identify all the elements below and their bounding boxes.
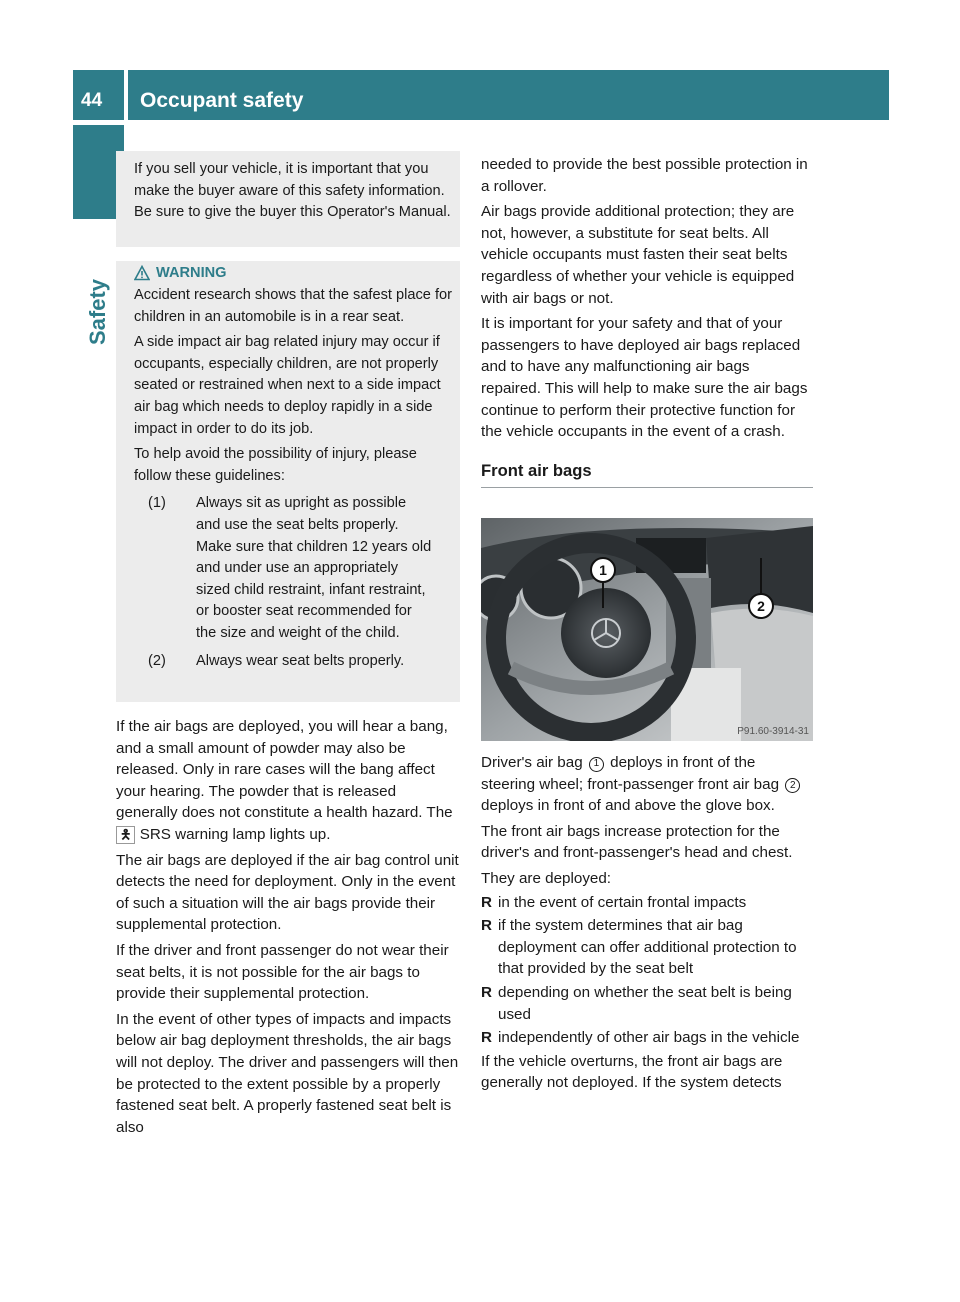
callout-1-inline: 1 <box>589 757 604 772</box>
page-number: 44 <box>81 90 103 111</box>
left-body <box>116 716 460 1138</box>
driver-text-b: deploys in front of the steering wheel; front-passenger front air bag <box>481 754 780 793</box>
deploy-conditions-list <box>481 892 813 1049</box>
page-title: Occupant safety <box>140 89 304 112</box>
deploy-paragraph <box>116 716 460 846</box>
warning-para-3: To help avoid the possibility of injury, please follow these guidelines: <box>134 446 417 484</box>
list-item-text: Always wear seat belts properly. <box>196 652 405 669</box>
list-item-text: in the event of certain frontal impacts <box>498 893 747 911</box>
list-item <box>481 915 813 980</box>
important-paragraph: It is important for your safety and that of your passengers to have deployed air bags replaced and to have any malfunctioning air bags repaired. This will help to make sure the air bags continue to perform their protective function for the vehicle occupants in the event of a crash. <box>481 315 808 441</box>
rollover-paragraph: needed to provide the best possible protection in a rollover. <box>481 156 808 195</box>
list-item <box>148 651 434 673</box>
warning-para-2: A side impact air bag related injury may occur if occupants, especially children, are not properly seated or restrained when next to a side impact air bag which needs to deploy rapidly in a side impact in order to do its job. <box>134 334 441 437</box>
other-impacts-paragraph: In the event of other types of impacts and impacts below air bag deployment thresholds, the air bags will not deploy. The driver and passengers will then be protected to the extent possible by a properly fastened seat belt. A properly fastened seat belt is also <box>116 1010 459 1136</box>
side-section-label: Safety <box>85 278 110 345</box>
seat-belt-paragraph: If the driver and front passenger do not wear their seat belts, it is not possible for the air bags to provide their supplemental protection. <box>116 941 449 1003</box>
warning-title: WARNING <box>156 265 227 281</box>
warning-box <box>116 261 460 702</box>
image-code: P91.60-3914-31 <box>737 726 809 737</box>
additional-protection-paragraph: Air bags provide additional protection; they are not, however, a substitute for seat belts. All vehicle occupants must fasten their seat belts regardless of whether your vehicle is equipped with air bags or not. <box>481 203 795 307</box>
warning-para-1: Accident research shows that the safest place for children in an automobile is in a rear seat. <box>134 287 452 325</box>
driver-text-a: Driver's air bag <box>481 754 583 771</box>
list-item-text: independently of other air bags in the vehicle <box>498 1029 800 1047</box>
list-item <box>481 982 813 1025</box>
increase-protection-paragraph: The front air bags increase protection for the driver's and front-passenger's head and chest. <box>481 822 793 862</box>
list-item-text: if the system determines that air bag deployment can offer additional protection to that provided by the seat belt <box>498 917 797 978</box>
driver-airbag-paragraph <box>481 752 813 817</box>
list-item-number: (2) <box>148 652 166 669</box>
list-item <box>481 1027 813 1049</box>
list-item <box>481 892 813 914</box>
warning-header <box>134 265 456 281</box>
info-box <box>116 151 460 247</box>
deployed-intro: They are deployed: <box>481 869 612 887</box>
list-item-number: (1) <box>148 495 166 512</box>
bullet-icon: R <box>481 917 492 935</box>
dashboard-airbag-photo <box>481 518 813 741</box>
callout-2-label: 2 <box>757 598 765 614</box>
callout-2-inline: 2 <box>785 778 800 793</box>
deploy-text-b: SRS warning lamp lights up. <box>139 825 331 843</box>
control-unit-paragraph: The air bags are deployed if the air bag control unit detects the need for deployment. Only in the event of such a situation will the air bags provide their supplemental protection. <box>116 851 459 934</box>
bullet-icon: R <box>481 893 492 911</box>
deploy-text-a: If the air bags are deployed, you will hear a bang, and a small amount of powder may also be released. Only in rare cases will the bang affect your hearing. The powder that is released generally does not constitute a health hazard. The <box>116 718 453 822</box>
page-number-box <box>73 70 124 120</box>
overturn-paragraph: If the vehicle overturns, the front air bags are generally not deployed. If the system detects <box>481 1052 783 1092</box>
dashboard-illustration <box>481 518 813 741</box>
callout-1-label: 1 <box>599 562 607 578</box>
header-separator <box>124 70 128 120</box>
driver-text-c: deploys in front of and above the glove box. <box>481 797 775 815</box>
info-box-text: If you sell your vehicle, it is important that you make the buyer aware of this safety information. Be sure to give the buyer this Operator's Manual. <box>134 161 451 221</box>
bullet-icon: R <box>481 983 492 1001</box>
warning-list <box>134 493 456 672</box>
right-body-top <box>481 154 813 488</box>
srs-warning-lamp-icon: 🯅 <box>116 826 135 844</box>
section-heading: Front air bags <box>481 461 813 488</box>
list-item-text: depending on whether the seat belt is being used <box>498 983 792 1023</box>
warning-triangle-icon <box>134 265 150 281</box>
list-item-text: Always sit as upright as possible and use the seat belts properly. Make sure that children 12 years old and under use an appropriately sized child restraint, infant restraint, or booster seat recommended for the size and weight of the child. <box>196 495 432 641</box>
list-item <box>148 493 434 644</box>
bullet-icon: R <box>481 1029 492 1047</box>
right-body-bottom <box>481 752 813 1094</box>
